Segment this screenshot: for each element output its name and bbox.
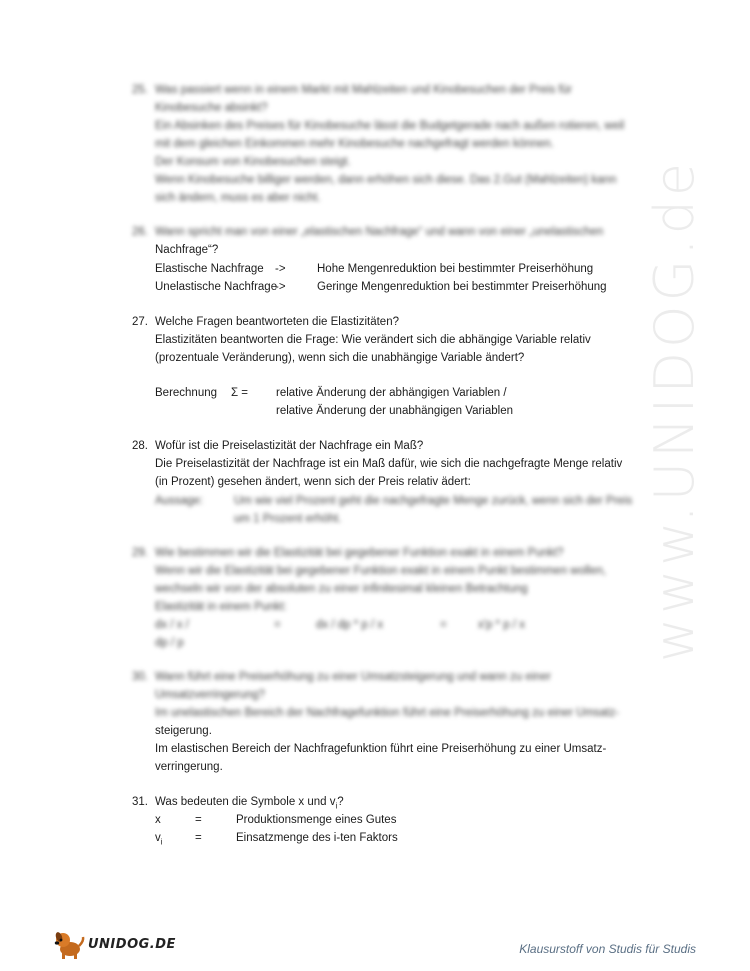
q31-symbol: x [155, 814, 161, 826]
question-number: 30. [132, 671, 148, 683]
q28-statement: Um wie viel Prozent geht die nachgefragte Menge zurück, wenn sich der Preis [234, 495, 633, 507]
q27-calc-symbol: Σ = [231, 387, 249, 399]
question-number: 25. [132, 84, 148, 96]
q29-formula: dx / dp * p / x [316, 619, 384, 631]
q25-line: Was passiert wenn in einem Markt mit Mahlzeiten und Kinobesuchen der Preis für [155, 84, 572, 96]
q27-calc-line: relative Änderung der abhängigen Variablen / [276, 387, 507, 399]
q27-question: Welche Fragen beantworteten die Elastizitäten? [155, 316, 399, 328]
q27-answer: (prozentuale Veränderung), wenn sich die unabhängige Variable ändert? [155, 352, 525, 364]
dog-icon [52, 927, 86, 961]
q31-symbol: $v_i$ [155, 832, 163, 847]
q28-statement: um 1 Prozent erhöht. [234, 513, 342, 525]
question-number: 31. [132, 796, 148, 808]
q27-calc-line: relative Änderung der unabhängigen Variablen [276, 405, 513, 417]
q29-formula: = [440, 619, 447, 631]
watermark: www.UNIDOG.de [643, 158, 707, 662]
q25-line: Kinobesuche absinkt? [155, 102, 268, 114]
q29-line: Wenn wir die Elastizität bei gegebener Funktion exakt in einem Punkt bestimmen wollen, [155, 565, 607, 577]
q26-arrow: -> [275, 263, 286, 275]
q30-line: Wann führt eine Preiserhöhung zu einer Umsatzsteigerung und wann zu einer [155, 671, 551, 683]
q26-arrow: -> [275, 281, 286, 293]
q29-formula: dp / p [155, 637, 184, 649]
q31-desc: Einsatzmenge des i-ten Faktors [236, 832, 398, 844]
question-number: 27. [132, 316, 148, 328]
q30-line: verringerung. [155, 761, 223, 773]
q27-answer: Elastizitäten beantworten die Frage: Wie verändert sich die abhängige Variable relativ [155, 334, 591, 346]
q29-formula: = [274, 619, 281, 631]
q29-line: Wie bestimmen wir die Elastizität bei gegebener Funktion exakt in einem Punkt? [155, 547, 564, 559]
q28-answer: (in Prozent) gesehen ändert, wenn sich der Preis relativ ädert: [155, 476, 471, 488]
q30-line: steigerung. [155, 725, 212, 737]
q28-answer: Die Preiselastizität der Nachfrage ist ein Maß dafür, wie sich die nachgefragte Menge relativ [155, 458, 623, 470]
q30-line: Im elastischen Bereich der Nachfragefunktion führt eine Preiserhöhung zu einer Umsatz- [155, 743, 607, 755]
q31-equals: = [195, 832, 202, 844]
question-number: 29. [132, 547, 148, 559]
question-number: 28. [132, 440, 148, 452]
q26-question: Wann spricht man von einer „elastischen Nachfrage“ und wann von einer „unelastischen [155, 226, 604, 238]
q25-line: sich ändern, muss es aber nicht. [155, 192, 321, 204]
q26-term: Unelastische Nachfrage [155, 281, 278, 293]
q30-line: Im unelastischen Bereich der Nachfragefunktion führt eine Preiserhöhung zu einer Umsatz- [155, 707, 620, 719]
q25-line: Der Konsum von Kinobesuchen steigt. [155, 156, 351, 168]
q31-question: Was bedeuten die Symbole x und $v_i$? [155, 796, 344, 811]
q26-desc: Geringe Mengenreduktion bei bestimmter Preiserhöhung [317, 281, 607, 293]
q29-line: Elastizität in einem Punkt: [155, 601, 287, 613]
q29-formula: x'p * p / x [478, 619, 525, 631]
q25-line: Ein Absinken des Preises für Kinobesuche lässt die Budgetgerade nach außen rotieren, weil [155, 120, 625, 132]
footer-tagline: Klausurstoff von Studis für Studis [519, 942, 696, 956]
unidog-logo: UNIDOG.DE [52, 926, 176, 962]
q25-line: mit dem gleichen Einkommen mehr Kinobesuche nachgefragt werden können. [155, 138, 554, 150]
q28-question: Wofür ist die Preiselastizität der Nachfrage ein Maß? [155, 440, 424, 452]
q29-line: wechseln wir von der absoluten zu einer infinitesimal kleinen Betrachtung [155, 583, 528, 595]
q31-desc: Produktionsmenge eines Gutes [236, 814, 397, 826]
q29-formula: dx / x / [155, 619, 189, 631]
q26-term: Elastische Nachfrage [155, 263, 264, 275]
q30-line: Umsatzverringerung? [155, 689, 265, 701]
question-number: 26. [132, 226, 148, 238]
q25-line: Wenn Kinobesuche billiger werden, dann erhöhen sich diese. Das 2.Gut (Mahlzeiten) kann [155, 174, 617, 186]
q28-statement-label: Aussage: [155, 495, 203, 507]
q27-calc-label: Berechnung [155, 387, 218, 399]
q31-equals: = [195, 814, 202, 826]
q26-question-cont: Nachfrage“? [155, 244, 219, 256]
q26-desc: Hohe Mengenreduktion bei bestimmter Preiserhöhung [317, 263, 594, 275]
